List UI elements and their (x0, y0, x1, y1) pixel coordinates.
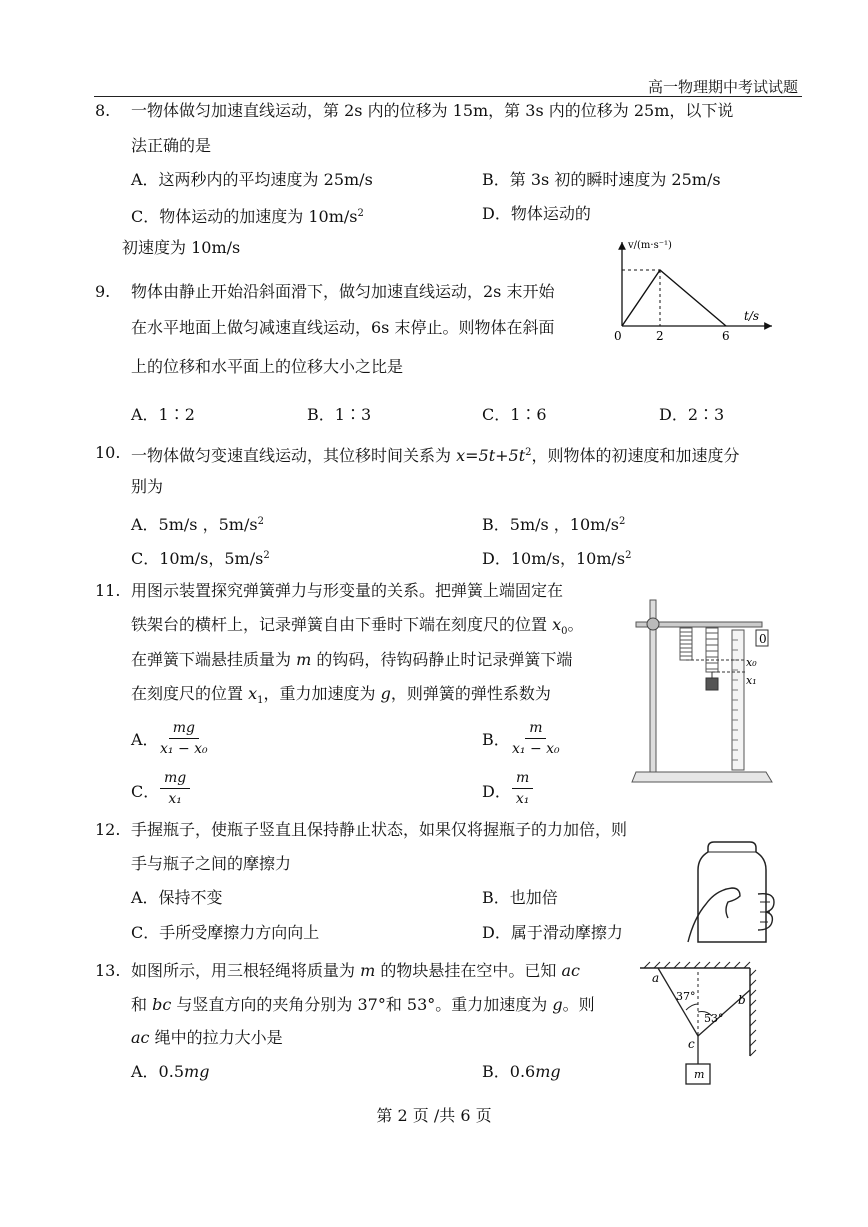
q8-option-a: A．这两秒内的平均速度为 25m/s (131, 170, 373, 189)
q13-number: 13. (95, 961, 121, 980)
q9-vt-graph (610, 236, 780, 348)
page-header-title: 高一物理期中考试试题 (647, 78, 798, 96)
spring-free-coils (680, 632, 692, 656)
bottle (698, 842, 766, 942)
wall-hatch (750, 970, 756, 1056)
q10-number: 10. (95, 443, 121, 462)
ceiling-hatch (644, 962, 750, 968)
tick-2: 2 (656, 329, 664, 343)
label-b: b (738, 993, 746, 1007)
q11-stem-line4: 在刻度尺的位置 $x_1$，重力加速度为 g，则弹簧的弹性系数为 (131, 684, 551, 707)
q11-option-a-label: A． (131, 730, 159, 749)
q10-option-a: A．5m/s ，$5m/s^2$ (131, 515, 264, 534)
q11-option-b-fraction: $\frac{m}{\text{x₁ − x₀}}$ (512, 720, 560, 757)
q9-stem-line1: 物体由静止开始沿斜面滑下，做匀加速直线运动，2s 末开始 (131, 282, 555, 301)
q13-stem-line3: ac 绳中的拉力大小是 (131, 1028, 283, 1047)
q12-number: 12. (95, 820, 121, 839)
tick-0: 0 (614, 329, 622, 343)
q9-stem-line2: 在水平地面上做匀减速直线运动，6s 末停止。则物体在斜面 (131, 318, 555, 337)
label-c: c (688, 1037, 695, 1051)
page-footer: 第 2 页 /共 6 页 (376, 1106, 492, 1125)
q10-option-d: D．10m/s，$10m/s^2$ (482, 549, 632, 568)
tick-6: 6 (722, 329, 730, 343)
q9-option-a: A．1∶2 (131, 405, 195, 424)
q12-hand-bottle-figure (684, 838, 780, 948)
q13-option-b: B．0.6mg (482, 1062, 561, 1081)
header-rule (94, 96, 802, 97)
q11-number: 11. (95, 581, 121, 600)
hook-weight (706, 678, 718, 690)
q8-option-b: B．第 3s 初的瞬时速度为 25m/s (482, 170, 721, 189)
q8-number: 8. (95, 101, 111, 120)
q9-option-c: C．1∶6 (482, 405, 547, 424)
clamp (647, 618, 659, 630)
angle-label-53: 53° (704, 1012, 724, 1025)
q11-spring-apparatus-figure (628, 596, 778, 788)
q8-option-c: C．物体运动的加速度为 $10m/s^2$ (131, 207, 364, 226)
q9-stem-line3: 上的位移和水平面上的位移大小之比是 (131, 357, 404, 376)
spring-loaded (706, 628, 718, 672)
q12-stem-line1: 手握瓶子，使瓶子竖直且保持静止状态，如果仅将握瓶子的力加倍，则 (131, 820, 628, 839)
x1-label: x₁ (746, 674, 757, 687)
velocity-line (622, 270, 726, 326)
q9-option-d: D．2∶3 (659, 405, 725, 424)
stand-base (632, 772, 772, 782)
q12-option-c: C．手所受摩擦力方向向上 (131, 923, 320, 942)
q9-number: 9. (95, 282, 111, 301)
q11-stem-line2: 铁架台的横杆上，记录弹簧自由下垂时下端在刻度尺的位置 $x_0$。 (131, 615, 584, 638)
ruler-zero-label: 0 (759, 632, 767, 646)
x0-label: x₀ (746, 656, 757, 669)
t-axis-label: t/s (744, 309, 760, 323)
q9-option-b: B．1∶3 (307, 405, 372, 424)
q13-option-a: A．0.5mg (131, 1062, 210, 1081)
spring-loaded-coils (706, 633, 718, 669)
angle-label-37: 37° (676, 990, 696, 1003)
q11-option-c-label: C． (131, 782, 160, 801)
v-axis-label: v/(m·s⁻¹) (628, 240, 672, 251)
q8-option-d: D．物体运动的 (482, 204, 591, 223)
q10-stem-line1: 一物体做匀变速直线运动，其位移时间关系为 $x=5t+5t^2$，则物体的初速度和加速度分 (131, 446, 740, 465)
q11-option-a-fraction: $\frac{mg}{\text{x₁ − x₀}}$ (160, 720, 208, 757)
q12-option-d: D．属于滑动摩擦力 (482, 923, 623, 942)
q8-stem-line2: 法正确的是 (131, 136, 212, 155)
q12-option-b: B．也加倍 (482, 888, 558, 907)
q10-stem-line2: 别为 (131, 477, 164, 496)
q13-rope-figure (634, 960, 774, 1100)
q13-stem-line1: 如图所示，用三根轻绳将质量为 m 的物块悬挂在空中。已知 ac (131, 961, 580, 980)
q10-option-b: B．5m/s ，$10m/s^2$ (482, 515, 626, 534)
label-a: a (652, 971, 660, 985)
q10-option-c: C．10m/s，$5m/s^2$ (131, 549, 270, 568)
q13-stem-line2: 和 bc 与竖直方向的夹角分别为 37°和 53°。重力加速度为 g。则 (131, 995, 595, 1014)
q8-option-d-continued: 初速度为 10m/s (122, 238, 241, 257)
q12-stem-line2: 手与瓶子之间的摩擦力 (131, 854, 292, 873)
q11-option-d-fraction: $\frac{m}{\text{x₁}}$ (512, 770, 533, 807)
q12-option-a: A．保持不变 (131, 888, 223, 907)
mass-label: m (694, 1068, 705, 1081)
q11-stem-line1: 用图示装置探究弹簧弹力与形变量的关系。把弹簧上端固定在 (131, 581, 564, 600)
q11-stem-line3: 在弹簧下端悬挂质量为 m 的钩码，待钩码静止时记录弹簧下端 (131, 650, 573, 669)
q11-option-c-fraction: $\frac{mg}{\text{x₁}}$ (160, 770, 190, 807)
angle-arc-37 (686, 1004, 698, 1010)
q11-option-b-label: B． (482, 730, 510, 749)
q8-stem-line1: 一物体做匀加速直线运动，第 2s 内的位移为 15m，第 3s 内的位移为 25m，以下说 (131, 101, 734, 120)
q11-option-d-label: D． (482, 782, 511, 801)
